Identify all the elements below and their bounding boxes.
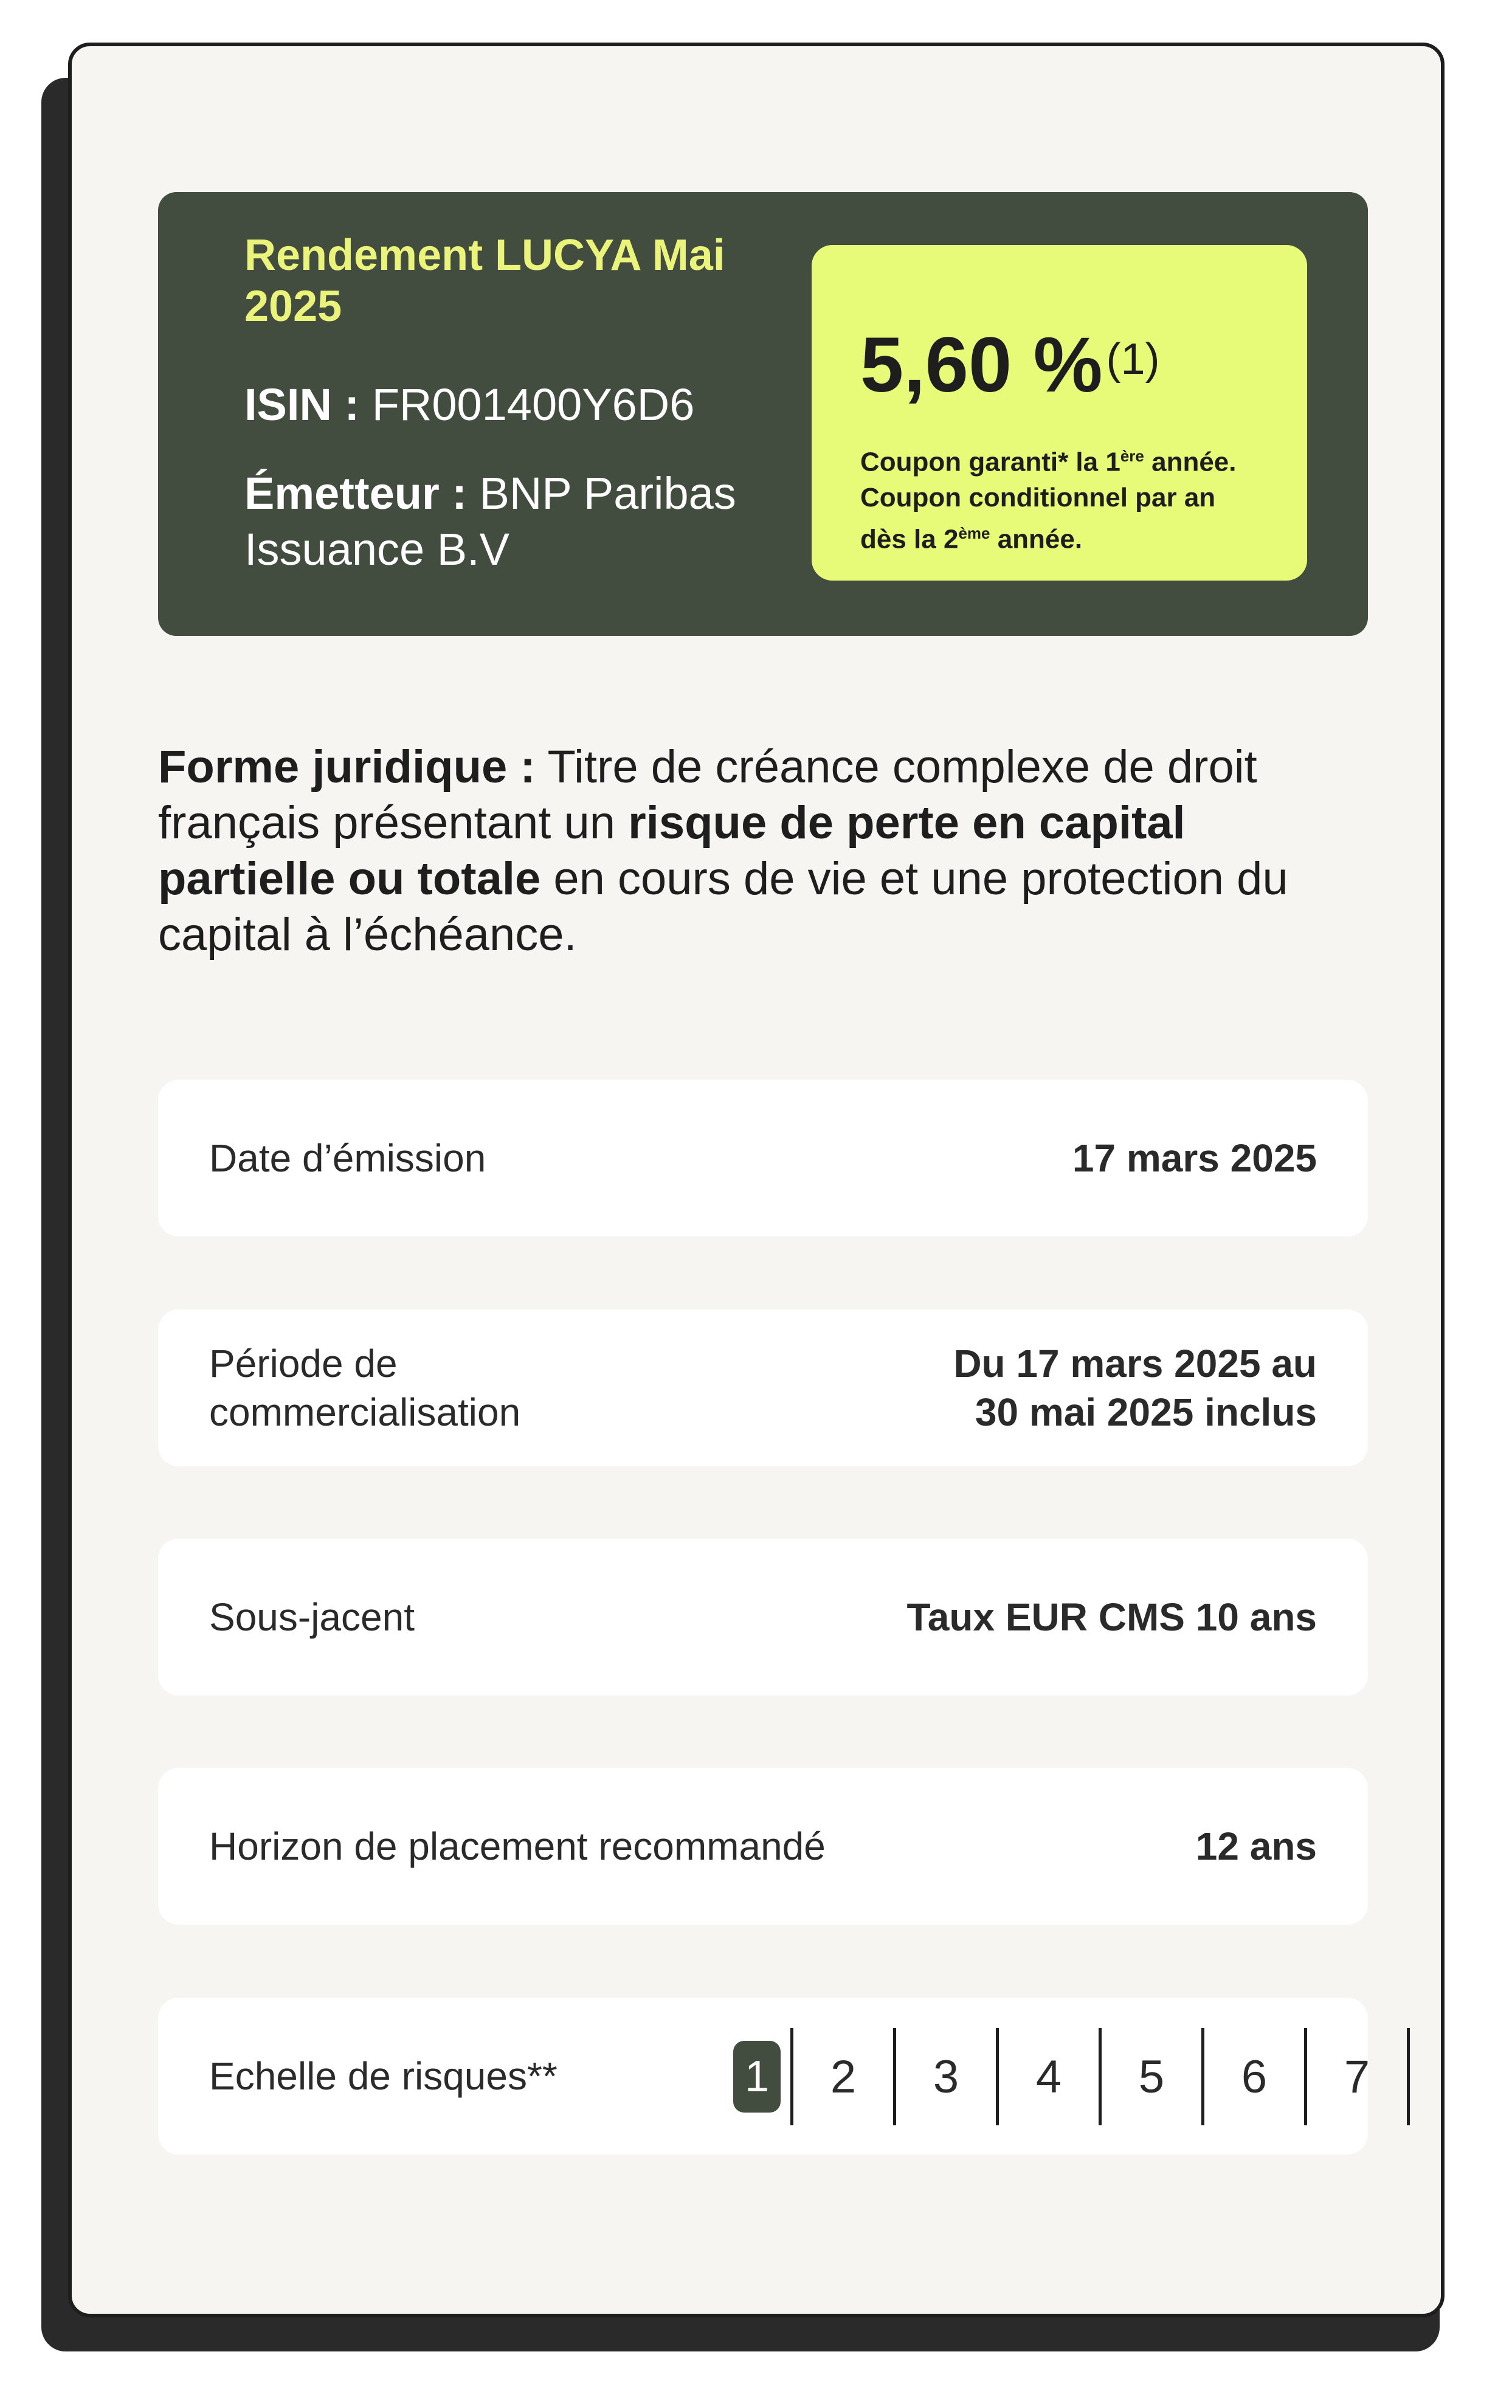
legal-form-risk: risque de perte en capital partielle ou totale [158,797,1186,905]
product-banner [158,192,1368,636]
coupon-line3a: dès la 2 [860,524,959,554]
risk-level-6: 6 [1204,2028,1307,2125]
product-card [68,43,1445,2317]
row-label: Période de commercialisation [209,1342,521,1434]
coupon-line3b: année. [990,524,1083,554]
isin-line [244,378,694,432]
row-value: Du 17 mars 2025 au 30 mai 2025 inclus [953,1342,1317,1434]
row-label: Date d’émission [209,1136,486,1180]
risk-scale-label: Echelle de risques** [209,2054,558,2098]
risk-level-7: 7 [1307,2028,1410,2125]
emetteur-label: Émetteur : [244,468,467,519]
risk-level-4: 4 [999,2028,1102,2125]
isin-value: FR001400Y6D6 [371,379,695,430]
risk-level-1 [723,2028,793,2125]
row-horizon [158,1768,1368,1925]
isin-label: ISIN : [244,379,360,430]
row-periode-commercialisation [158,1309,1368,1466]
legal-form-text1: Titre de créance complexe de droit français présentant un [158,741,1257,849]
coupon-rate [860,323,1160,408]
coupon-box [812,245,1307,581]
emetteur-value: BNP Paribas Issuance B.V [244,468,736,574]
coupon-line1-sup: ère [1120,447,1144,465]
coupon-rate-note: (1) [1106,335,1160,384]
coupon-line2: Coupon conditionnel par an [860,482,1216,512]
row-value: Taux EUR CMS 10 ans [906,1595,1317,1639]
risk-scale [723,2028,1410,2125]
legal-form-text2: en cours de vie et une protection du capital à l’échéance. [158,853,1288,961]
row-label: Sous-jacent [209,1595,415,1639]
row-sous-jacent [158,1539,1368,1696]
product-title: Rendement LUCYA Mai 2025 [244,231,725,331]
risk-level-2: 2 [793,2028,896,2125]
row-date-emission [158,1080,1368,1237]
legal-form-paragraph [158,739,1374,963]
risk-level-1-badge: 1 [733,2041,781,2113]
coupon-description [860,438,1298,557]
risk-level-3: 3 [896,2028,999,2125]
legal-form-label: Forme juridique : [158,741,536,793]
coupon-line1a: Coupon garanti* la 1 [860,447,1120,477]
risk-level-5: 5 [1102,2028,1204,2125]
emetteur-line [244,466,779,578]
coupon-line3-sup: ème [958,523,990,542]
row-value: 12 ans [1195,1824,1317,1868]
coupon-rate-value: 5,60 % [860,322,1103,409]
row-risk-scale [158,1998,1368,2154]
row-label: Horizon de placement recommandé [209,1824,826,1868]
row-value: 17 mars 2025 [1072,1136,1317,1180]
coupon-line1b: année. [1144,447,1237,477]
